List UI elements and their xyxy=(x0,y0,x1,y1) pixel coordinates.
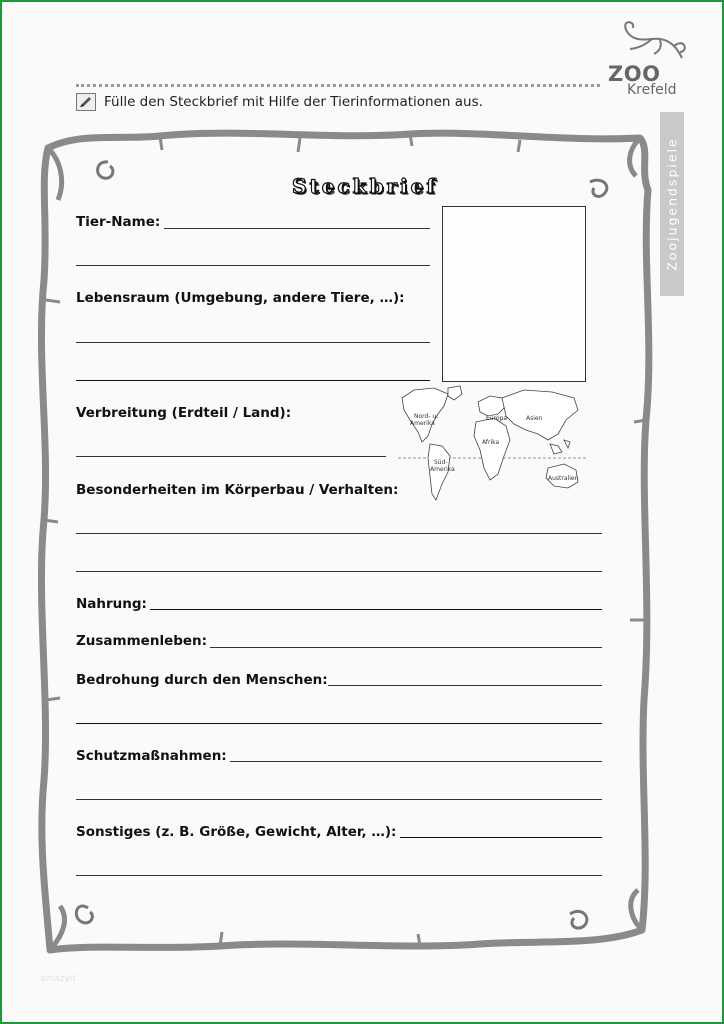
instruction-text: Fülle den Steckbrief mit Hilfe der Tierinformationen aus. xyxy=(104,94,483,110)
map-label-australia: Australien xyxy=(548,475,579,482)
map-label-north-america-2: Amerika xyxy=(410,420,435,427)
label-zusammenleben: Zusammenleben: xyxy=(76,633,208,649)
line-nahrung[interactable] xyxy=(150,609,602,610)
label-verbreitung: Verbreitung (Erdteil / Land): xyxy=(76,405,292,421)
watermark: amazyd xyxy=(40,974,76,984)
line-zusammenleben[interactable] xyxy=(210,647,602,648)
map-label-south-america-2: Amerika xyxy=(430,466,455,473)
photo-box[interactable] xyxy=(442,206,586,382)
label-lebensraum: Lebensraum (Umgebung, andere Tiere, …): xyxy=(76,290,405,306)
map-label-north-america: Nord- u. xyxy=(414,413,439,420)
sheet-title: Steckbrief xyxy=(292,174,438,198)
line-lebensraum-1[interactable] xyxy=(76,342,430,343)
map-label-africa: Afrika xyxy=(482,439,500,446)
line-sonstiges-1[interactable] xyxy=(400,837,602,838)
line-sonstiges-2[interactable] xyxy=(76,875,602,876)
world-map xyxy=(398,384,588,506)
label-besonderheiten: Besonderheiten im Körperbau / Verhalten: xyxy=(76,482,399,498)
label-schutzmassnahmen: Schutzmaßnahmen: xyxy=(76,748,227,764)
line-schutzmassnahmen-2[interactable] xyxy=(76,799,602,800)
logo-city-text: Krefeld xyxy=(627,82,677,98)
map-label-asia: Asien xyxy=(526,415,543,422)
line-tier-name-2[interactable] xyxy=(76,265,430,266)
logo-zoo-text: ZOO xyxy=(608,62,661,86)
line-bedrohung-1[interactable] xyxy=(328,685,602,686)
map-label-south-america: Süd- xyxy=(434,459,448,466)
map-label-europe: Europa xyxy=(486,415,508,422)
line-verbreitung[interactable] xyxy=(76,456,386,457)
line-tier-name[interactable] xyxy=(164,228,430,229)
label-tier-name: Tier-Name: xyxy=(76,214,161,230)
side-tab-label: Zoojugendspiele xyxy=(664,137,680,271)
line-lebensraum-2[interactable] xyxy=(76,380,430,381)
line-besonderheiten-2[interactable] xyxy=(76,571,602,572)
label-nahrung: Nahrung: xyxy=(76,596,147,612)
label-sonstiges: Sonstiges (z. B. Größe, Gewicht, Alter, …): xyxy=(76,824,397,840)
line-bedrohung-2[interactable] xyxy=(76,723,602,724)
line-besonderheiten-1[interactable] xyxy=(76,533,602,534)
line-schutzmassnahmen-1[interactable] xyxy=(230,761,602,762)
label-bedrohung: Bedrohung durch den Menschen: xyxy=(76,672,328,688)
